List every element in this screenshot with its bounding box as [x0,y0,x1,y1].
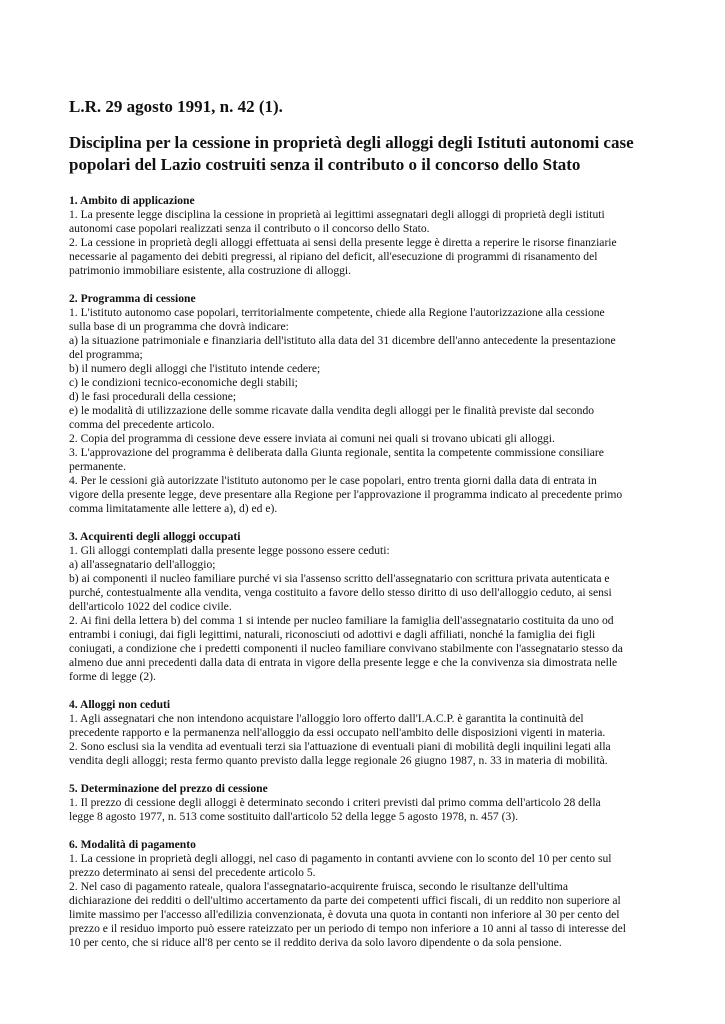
article-text-line: 3. L'approvazione del programma è deliberata dalla Giunta regionale, sentita la competente commissione consiliare [69,446,604,459]
article-text-line: forme di legge (2). [69,670,156,683]
article-text-line: entrambi i coniugi, dai figli legittimi, naturali, riconosciuti od adottivi e dagli affiliati, nonché la famiglia dei figli [69,628,596,641]
article-section [69,194,659,278]
article-section [69,530,659,684]
article-section [69,292,659,516]
article-text-line: almeno due anni precedenti dalla data di entrata in vigore della presente legge e che la convivenza sia dimostrata nelle [69,656,618,669]
article-text-line: 1. La cessione in proprietà degli alloggi, nel caso di pagamento in contanti avviene con lo sconto del 10 per cento sul [69,852,612,865]
article-text-line: dell'articolo 1022 del codice civile. [69,600,232,613]
law-subtitle [69,132,659,176]
article-heading: 5. Determinazione del prezzo di cessione [69,782,268,795]
article-text-line: necessarie al pagamento dei debiti pregressi, al ripiano del deficit, all'esecuzione di programmi di risanamento del [69,250,598,263]
article-text-line: 2. La cessione in proprietà degli alloggi effettuata ai sensi della presente legge è diretta a reperire le risorse finanziarie [69,236,617,249]
article-section [69,698,659,768]
article-text-line: b) il numero degli alloggi che l'istituto intende cedere; [69,362,321,375]
article-text-line: 4. Per le cessioni già autorizzate l'istituto autonomo per le case popolari, entro trenta giorni dalla data di entrata in [69,474,597,487]
article-text-line: prezzo e il residuo importo può essere rateizzato per un periodo di tempo non inferiore a 10 anni al tasso di interesse del [69,922,626,935]
article-text-line: 2. Ai fini della lettera b) del comma 1 si intende per nucleo familiare la famiglia dell'assegnatario costituita da uno od [69,614,614,627]
article-text-line: d) le fasi procedurali della cessione; [69,390,237,403]
article-text-line: 1. L'istituto autonomo case popolari, territorialmente competente, chiede alla Regione l'autorizzazione alla cessione [69,306,605,319]
article-section [69,838,659,950]
article-text-line: 2. Sono esclusi sia la vendita ad eventuali terzi sia l'attuazione di eventuali piani di mobilità degli inquilini legati alla [69,740,611,753]
article-heading: 3. Acquirenti degli alloggi occupati [69,530,241,543]
article-text-line: 1. La presente legge disciplina la cessione in proprietà ai legittimi assegnatari degli alloggi di proprietà degli istituti [69,208,605,221]
article-text-line: a) all'assegnatario dell'alloggio; [69,558,216,571]
article-text-line: 2. Copia del programma di cessione deve essere inviata ai comuni nei quali si trovano ubicati gli alloggi. [69,432,555,445]
law-subtitle-line: Disciplina per la cessione in proprietà degli alloggi degli Istituti autonomi case [69,133,634,152]
article-text-line: vigore della presente legge, deve presentare alla Regione per l'approvazione il programma indicato al precedente primo [69,488,623,501]
articles-list [69,194,659,950]
law-title: L.R. 29 agosto 1991, n. 42 (1). [69,97,283,116]
article-text-line: sulla base di un programma che dovrà indicare: [69,320,289,333]
article-heading: 4. Alloggi non ceduti [69,698,171,711]
article-text-line: 1. Gli alloggi contemplati dalla presente legge possono essere ceduti: [69,544,390,557]
article-heading: 1. Ambito di applicazione [69,194,195,207]
article-text-line: comma limitatamente alle lettere a), d) ed e). [69,502,278,515]
article-text-line: 10 per cento, che si riduce all'8 per cento se il reddito deriva da solo lavoro dipendente o da sola pensione. [69,936,562,949]
article-text-line: precedente rapporto e la permanenza nell'alloggio da essi occupato nell'ambito delle disposizioni vigenti in materia. [69,726,606,739]
article-text-line: 2. Nel caso di pagamento rateale, qualora l'assegnatario-acquirente fruisca, secondo le risultanze dell'ultima [69,880,568,893]
law-subtitle-line: popolari del Lazio costruiti senza il contributo o il concorso dello Stato [69,155,581,174]
article-text-line: vendita degli alloggi; resta fermo quanto previsto dalla legge regionale 26 giugno 1987, n. 33 in materia di mobilità. [69,754,608,767]
article-text-line: purché, contestualmente alla vendita, venga costituito a favore dello stesso diritto di uso dell'alloggio ceduto, ai sensi [69,586,612,599]
article-text-line: prezzo determinato ai sensi del precedente articolo 5. [69,866,316,879]
article-text-line: a) la situazione patrimoniale e finanziaria dell'istituto alla data del 31 dicembre dell'anno antecedente la presentazione [69,334,616,347]
article-text-line: b) ai componenti il nucleo familiare purché vi sia l'assenso scritto dell'assegnatario con scrittura privata autenticata e [69,572,610,585]
article-text-line: autonomi case popolari realizzati senza il contributo o il concorso dello Stato. [69,222,430,235]
article-text-line: legge 8 agosto 1977, n. 513 come sostituito dall'articolo 52 della legge 5 agosto 1978, n. 457 (3). [69,810,519,823]
article-text-line: limite massimo per l'accesso all'edilizia convenzionata, è dovuta una quota in contanti non inferiore al 30 per cento del [69,908,620,921]
article-text-line: coniugati, a condizione che i predetti componenti il nucleo familiare convivano stabilmente con l'assegnatario stesso da [69,642,623,655]
article-text-line: permanente. [69,460,126,473]
article-text-line: c) le condizioni tecnico-economiche degli stabili; [69,376,298,389]
article-section [69,782,659,824]
article-heading: 2. Programma di cessione [69,292,196,305]
article-text-line: comma del precedente articolo. [69,418,215,431]
article-text-line: 1. Agli assegnatari che non intendono acquistare l'alloggio loro offerto dall'I.A.C.P. è garantita la continuità del [69,712,584,725]
article-text-line: 1. Il prezzo di cessione degli alloggi è determinato secondo i criteri previsti dal primo comma dell'articolo 28 della [69,796,601,809]
document-page [69,96,659,950]
article-text-line: dichiarazione dei redditi o dell'ultimo accertamento da parte dei competenti uffici fiscali, di un reddito non superiore al [69,894,621,907]
article-text-line: patrimonio immobiliare esistente, alla costruzione di alloggi. [69,264,352,277]
article-text-line: e) le modalità di utilizzazione delle somme ricavate dalla vendita degli alloggi per le finalità previste dal secondo [69,404,595,417]
article-heading: 6. Modalità di pagamento [69,838,196,851]
article-text-line: del programma; [69,348,143,361]
